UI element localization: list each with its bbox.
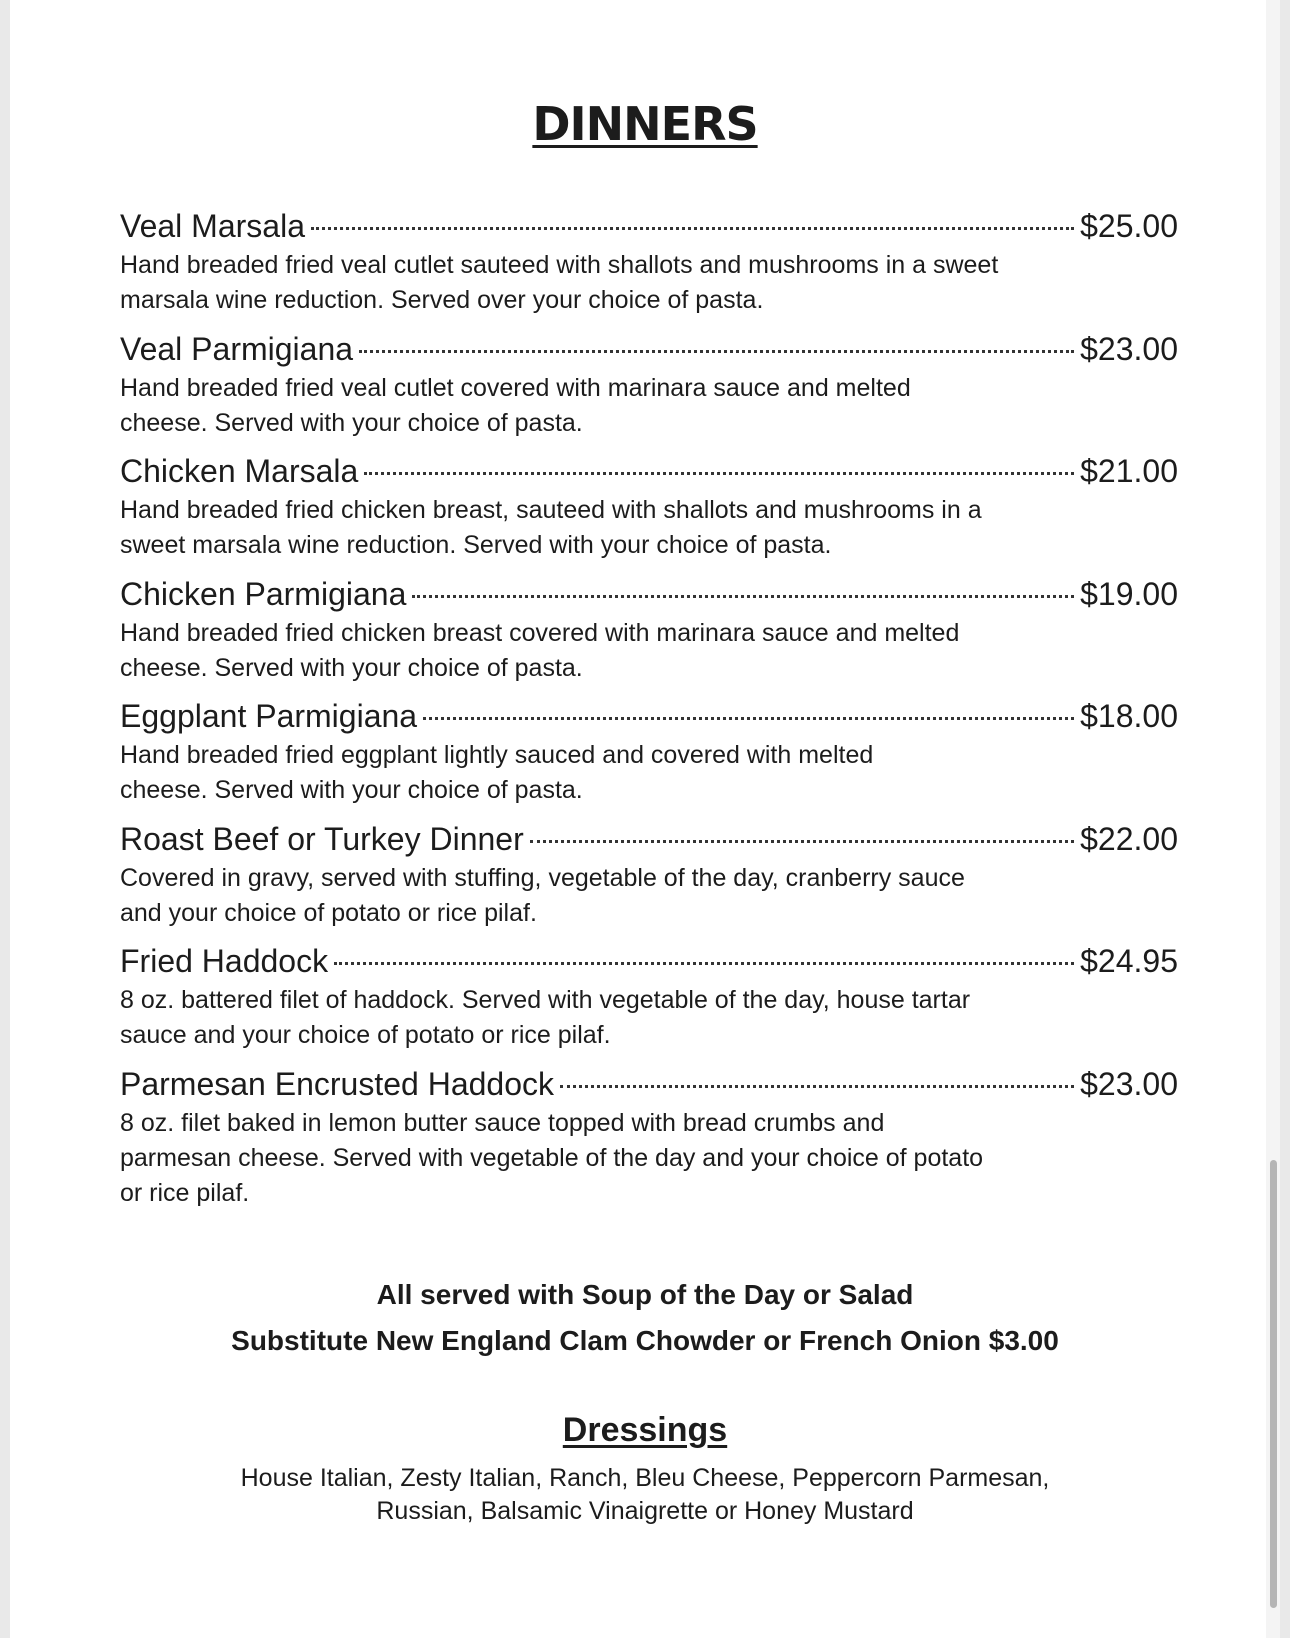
menu-page <box>10 0 1280 1638</box>
menu-item-description: Hand breaded fried chicken breast covered with marinara sauce and melted cheese. Served with your choice of pasta. <box>120 618 960 682</box>
menu-item-price: $23.00 <box>1080 330 1178 367</box>
substitute-note: Substitute New England Clam Chowder or French Onion $3.00 <box>231 1325 1059 1356</box>
menu-item-price: $24.95 <box>1080 943 1178 979</box>
served-with-notes <box>10 1272 1280 1364</box>
menu-item-name: Parmesan Encrusted Haddock <box>120 1065 554 1102</box>
menu-item <box>120 1062 1178 1222</box>
menu-item-header <box>120 449 1178 493</box>
menu-item-name: Veal Marsala <box>120 208 305 244</box>
menu-item-header <box>120 572 1178 616</box>
menu-item-description: Hand breaded fried chicken breast, sauteed with shallots and mushrooms in a sweet marsala wine reduction. Served with your choice of pasta. <box>120 496 982 559</box>
menu-item-description: Hand breaded fried veal cutlet covered with marinara sauce and melted cheese. Served with your choice of pasta. <box>120 373 911 437</box>
menu-item-header <box>120 817 1178 861</box>
menu-item <box>120 204 1178 327</box>
menu-item-description: Hand breaded fried veal cutlet sauteed with shallots and mushrooms in a sweet marsala wine reduction. Served over your choice of pasta. <box>120 251 999 314</box>
menu-item <box>120 694 1178 817</box>
page-title-text: DINNERS <box>532 97 758 151</box>
dotted-leader <box>530 840 1074 843</box>
menu-item-header <box>120 1062 1178 1106</box>
menu-item <box>120 572 1178 695</box>
menu-item-header <box>120 694 1178 738</box>
page-title <box>10 96 1280 152</box>
dotted-leader <box>560 1085 1074 1088</box>
menu-item-price: $25.00 <box>1080 208 1178 244</box>
menu-item-description: 8 oz. battered filet of haddock. Served with vegetable of the day, house tartar sauce and your choice of potato or rice pilaf. <box>120 986 971 1049</box>
menu-item-list <box>120 204 1178 1222</box>
menu-item-name: Fried Haddock <box>120 943 329 979</box>
dressings-heading-text: Dressings <box>562 1411 728 1449</box>
menu-item-price: $22.00 <box>1080 820 1178 857</box>
menu-item-name: Chicken Marsala <box>120 453 359 489</box>
menu-item <box>120 817 1178 940</box>
menu-item-header <box>120 327 1178 371</box>
menu-item-header <box>120 939 1178 983</box>
menu-item-price: $19.00 <box>1080 575 1178 612</box>
menu-item <box>120 939 1178 1062</box>
served-with-note: All served with Soup of the Day or Salad <box>376 1279 914 1310</box>
scrollbar-track[interactable] <box>1266 0 1280 1638</box>
menu-item-price: $21.00 <box>1080 453 1178 489</box>
dressings-list <box>10 1462 1280 1528</box>
dotted-leader <box>359 350 1074 353</box>
menu-item <box>120 327 1178 450</box>
menu-item-description: Covered in gravy, served with stuffing, vegetable of the day, cranberry sauce and your choice of potato or rice pilaf. <box>120 863 965 927</box>
menu-item-description: 8 oz. filet baked in lemon butter sauce topped with bread crumbs and parmesan cheese. Served with vegetable of the day and your choice of potato or rice pilaf. <box>120 1108 984 1207</box>
menu-item-name: Eggplant Parmigiana <box>120 698 418 734</box>
dotted-leader <box>334 962 1074 965</box>
menu-item-header <box>120 204 1178 248</box>
menu-item-description: Hand breaded fried eggplant lightly sauced and covered with melted cheese. Served with your choice of pasta. <box>120 741 874 804</box>
menu-item-name: Veal Parmigiana <box>120 330 354 367</box>
scrollbar-thumb[interactable] <box>1270 1160 1277 1608</box>
dotted-leader <box>423 717 1074 720</box>
dotted-leader <box>412 595 1074 598</box>
dotted-leader <box>364 472 1074 475</box>
menu-item-price: $23.00 <box>1080 1065 1178 1102</box>
menu-item <box>120 449 1178 572</box>
dressings-line: Russian, Balsamic Vinaigrette or Honey Mustard <box>376 1497 914 1525</box>
dressings-heading <box>10 1408 1280 1452</box>
dotted-leader <box>311 227 1074 230</box>
menu-item-name: Chicken Parmigiana <box>120 575 407 612</box>
menu-item-name: Roast Beef or Turkey Dinner <box>120 820 524 857</box>
menu-item-price: $18.00 <box>1080 698 1178 734</box>
dressings-line: House Italian, Zesty Italian, Ranch, Bleu Cheese, Peppercorn Parmesan, <box>240 1464 1050 1492</box>
